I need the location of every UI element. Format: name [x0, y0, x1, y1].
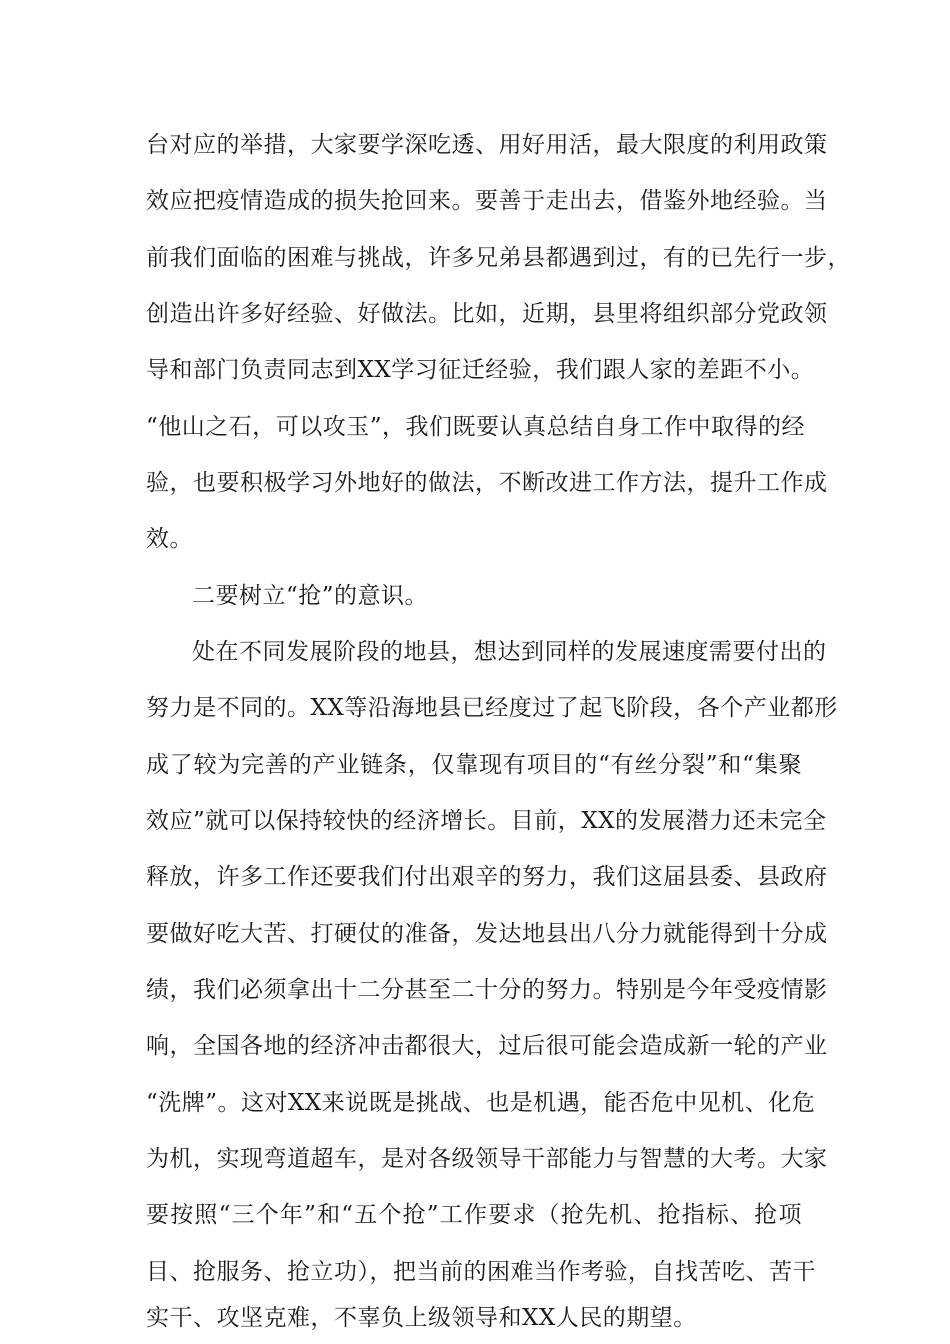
- text-line: 台对应的举措，大家要学深吃透、用好用活，最大限度的利用政策: [146, 132, 828, 158]
- text-line: 前我们面临的困难与挑战，许多兄弟县都遇到过，有的已先行一步，: [146, 245, 851, 271]
- text-line: 释放，许多工作还要我们付出艰辛的努力，我们这届县委、县政府: [146, 864, 828, 890]
- text-line: 成了较为完善的产业链条，仅靠现有项目的“有丝分裂”和“集聚: [146, 752, 802, 778]
- text-line: 效应把疫情造成的损失抢回来。要善于走出去，借鉴外地经验。当: [146, 188, 828, 214]
- text-line: 绩，我们必须拿出十二分甚至二十分的努力。特别是今年受疫情影: [146, 977, 828, 1003]
- text-line: 效应”就可以保持较快的经济增长。目前，XX的发展潜力还未完全: [146, 808, 827, 834]
- text-line: 处在不同发展阶段的地县，想达到同样的发展速度需要付出的: [192, 639, 827, 665]
- text-line: 要做好吃大苦、打硬仗的准备，发达地县出八分力就能得到十分成: [146, 921, 828, 947]
- text-line: 创造出许多好经验、好做法。比如，近期，县里将组织部分党政领: [146, 301, 828, 327]
- text-line: “他山之石，可以攻玉”，我们既要认真总结自身工作中取得的经: [146, 414, 806, 440]
- text-line: 实干、攻坚克难，不辜负上级领导和XX人民的期望。: [146, 1305, 697, 1331]
- text-line: 努力是不同的。XX等沿海地县已经度过了起飞阶段，各个产业都形: [146, 695, 838, 721]
- text-line: 效。: [146, 526, 193, 552]
- text-line: 目、抢服务、抢立功），把当前的困难当作考验，自找苦吃、苦干: [146, 1259, 816, 1285]
- section-heading: 二要树立“抢”的意识。: [192, 583, 429, 609]
- text-line: 验，也要积极学习外地好的做法，不断改进工作方法，提升工作成: [146, 470, 828, 496]
- text-line: “洗牌”。这对XX来说既是挑战、也是机遇，能否危中见机、化危: [146, 1090, 816, 1116]
- text-line: 响，全国各地的经济冲击都很大，过后很可能会造成新一轮的产业: [146, 1033, 828, 1059]
- text-line: 要按照“三个年”和“五个抢”工作要求（抢先机、抢指标、抢项: [146, 1202, 802, 1228]
- text-line: 导和部门负责同志到XX学习征迁经验，我们跟人家的差距不小。: [146, 357, 815, 383]
- text-line: 为机，实现弯道超车，是对各级领导干部能力与智慧的大考。大家: [146, 1146, 828, 1172]
